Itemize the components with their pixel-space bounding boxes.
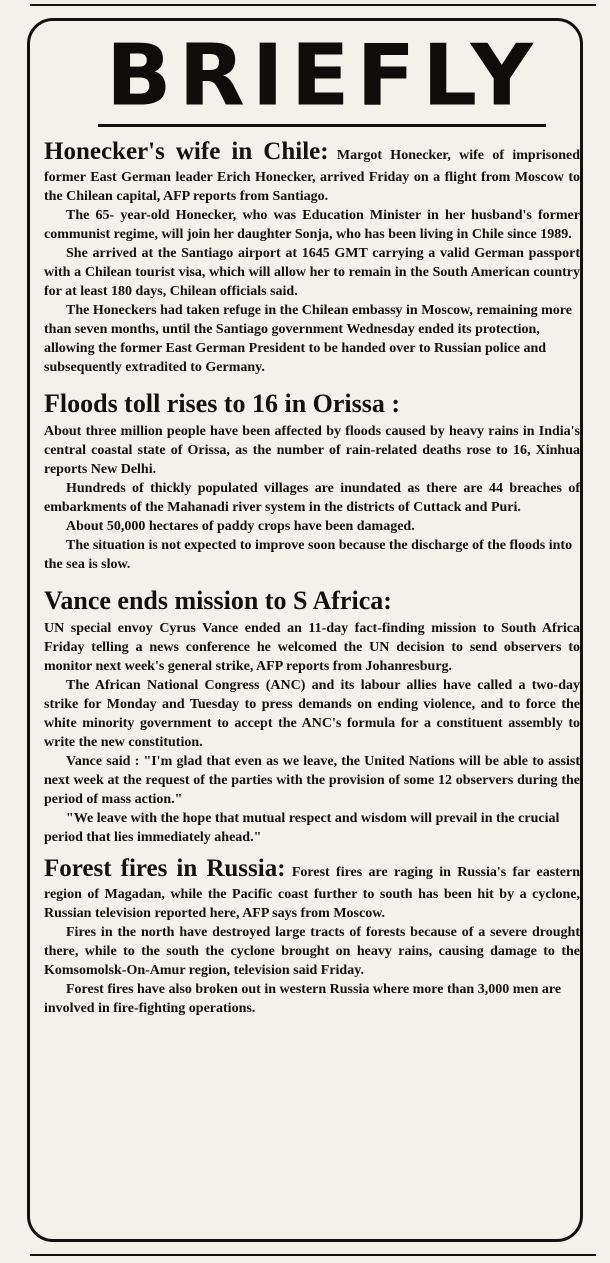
story-paragraph-text: Margot Honecker, wife of imprisoned former East German leader Erich Honecker, arrived Friday on a flight from Moscow to the Chilean capital, AFP reports from Santiago. [44, 148, 580, 204]
bottom-rule [30, 1254, 596, 1256]
story-paragraph: The African National Congress (ANC) and its labour allies have called a two-day strike for Monday and Tuesday to press demands on ending violence, and to force the white minority government to accept the ANC's formula for a constituent assembly to write the new constitution. [44, 678, 580, 750]
story-headline: Floods toll rises to 16 in Orissa : [44, 389, 401, 418]
story-lead-paragraph [44, 136, 580, 206]
story-orissa-floods [44, 387, 580, 574]
story-vance-south-africa [44, 584, 580, 847]
story-russia-fires [44, 853, 580, 1018]
story-lead-paragraph [44, 853, 580, 923]
story-paragraph-text: Forest fires are raging in Russia's far eastern region of Magadan, while the Pacific coast further to south has been hit by a cyclone, Russian television reported here, AFP says from Moscow. [44, 865, 581, 921]
story-paragraph: The Honeckers had taken refuge in the Chilean embassy in Moscow, remaining more than seven months, until the Santiago government Wednesday ended its protection, allowing the former East German President to be handed over to Russian police and subsequently extradited to Germany. [44, 303, 572, 375]
masthead-title: BRIEFLY [106, 27, 540, 125]
story-paragraph: Vance said : "I'm glad that even as we leave, the United Nations will be able to assist next week at the request of the parties with the provision of some 12 observers during the period of mass action." [44, 754, 580, 807]
story-paragraph: The 65- year-old Honecker, who was Education Minister in her husband's former communist regime, will join her daughter Sonja, who has been living in Chile since 1989. [44, 208, 580, 242]
masthead-underline [98, 124, 546, 127]
story-paragraph: "We leave with the hope that mutual respect and wisdom will prevail in the crucial period that lies immediately ahead." [44, 811, 560, 845]
story-headline: Honecker's wife in Chile: [44, 138, 329, 165]
story-honecker [44, 136, 580, 377]
story-paragraph: Fires in the north have destroyed large tracts of forests because of a severe drought there, while to the south the cyclone brought on heavy rains, causing damage to the Komsomolsk-On-Amur region, television said Friday. [44, 925, 580, 978]
story-paragraph: Hundreds of thickly populated villages are inundated as there are 44 breaches of embarkments of the Mahanadi river system in the districts of Cuttack and Puri. [44, 481, 580, 515]
story-paragraph: About 50,000 hectares of paddy crops have been damaged. [66, 519, 415, 534]
story-paragraph: Forest fires have also broken out in western Russia where more than 3,000 men are involved in fire-fighting operations. [44, 982, 562, 1016]
story-paragraph: The situation is not expected to improve soon because the discharge of the floods into the sea is slow. [44, 538, 573, 572]
briefs-column [44, 136, 580, 1018]
story-paragraph: About three million people have been affected by floods caused by heavy rains in India's central coastal state of Orissa, as the number of rain-related deaths rose to 16, Xinhua reports New Delhi. [44, 424, 580, 477]
top-rule [30, 4, 596, 6]
story-paragraph: She arrived at the Santiago airport at 1645 GMT carrying a valid German passport with a Chilean tourist visa, which will allow her to remain in the South American country for at least 180 days, Chilean officials said. [44, 246, 580, 299]
story-paragraph: UN special envoy Cyrus Vance ended an 11-day fact-finding mission to South Africa Friday telling a news conference he welcomed the UN decision to send observers to monitor next week's general strike, AFP reports from Johanresburg. [44, 621, 580, 674]
story-headline: Vance ends mission to S Africa: [44, 586, 392, 615]
story-headline: Forest fires in Russia: [44, 855, 286, 882]
